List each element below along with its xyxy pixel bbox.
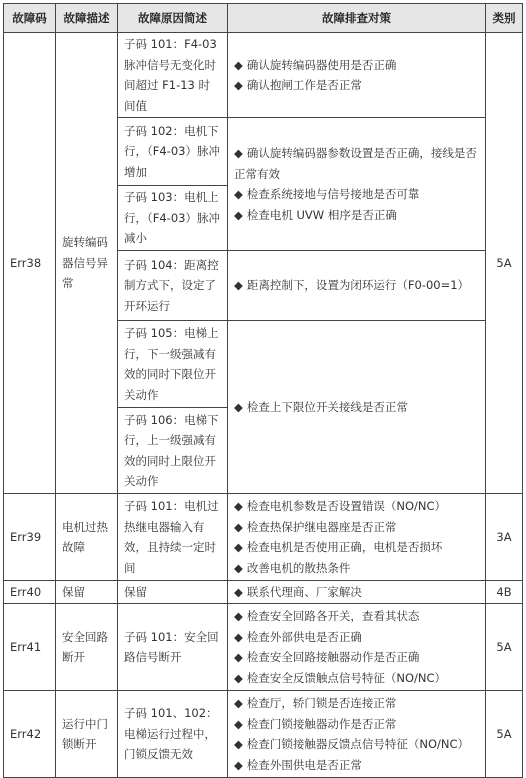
bullet-icon: ◆ <box>234 57 243 72</box>
action-item: ◆ 联系代理商、厂家解决 <box>234 584 362 599</box>
bullet-icon: ◆ <box>234 146 243 160</box>
action-item: ◆ 距离控制下，设置为闭环运行（F0-00=1） <box>234 278 470 293</box>
fault-actions <box>228 33 486 118</box>
fault-category: 5A <box>486 691 523 778</box>
fault-cause: 子码 103：电机上行，（F4-03）脉冲减小 <box>118 186 228 251</box>
action-item: ◆ 检查系统接地与信号接地是否可靠 <box>234 187 420 201</box>
fault-actions <box>228 321 486 494</box>
header-countermeasures: 故障排查对策 <box>228 4 486 33</box>
fault-category: 5A <box>486 33 523 494</box>
fault-description: 旋转编码器信号异常 <box>56 33 118 494</box>
bullet-icon: ◆ <box>234 737 243 751</box>
action-item: ◆ 检查电机参数是否设置错误（NO/NC） <box>234 499 447 513</box>
bullet-icon: ◆ <box>234 399 243 414</box>
bullet-icon: ◆ <box>234 696 243 710</box>
fault-actions <box>228 604 486 691</box>
bullet-icon: ◆ <box>234 650 243 664</box>
fault-cause: 子码 101：F4-03 脉冲信号无变化时间超过 F1-13 时间值 <box>118 33 228 118</box>
fault-code: Err39 <box>4 494 56 581</box>
fault-description: 安全回路断开 <box>56 604 118 691</box>
fault-cause: 子码 102：电机下行，（F4-03）脉冲增加 <box>118 118 228 186</box>
bullet-icon: ◆ <box>234 499 243 513</box>
fault-actions <box>228 494 486 581</box>
action-item: ◆ 检查电机 UVW 相序是否正确 <box>234 207 397 222</box>
action-item: ◆ 检查门锁接触器反馈点信号特征（NO/NC） <box>234 737 470 751</box>
table-row <box>4 33 523 118</box>
fault-actions <box>228 251 486 321</box>
fault-cause: 子码 101、102：电梯运行过程中，门锁反馈无效 <box>118 691 228 778</box>
header-cause-summary: 故障原因简述 <box>118 4 228 33</box>
bullet-icon: ◆ <box>234 609 243 623</box>
header-fault-description: 故障描述 <box>56 4 118 33</box>
fault-actions <box>228 691 486 778</box>
fault-cause: 保留 <box>118 581 228 604</box>
bullet-icon: ◆ <box>234 757 243 772</box>
bullet-icon: ◆ <box>234 519 243 534</box>
fault-table <box>3 3 523 778</box>
table-row <box>4 604 523 691</box>
bullet-icon: ◆ <box>234 670 243 685</box>
action-item: ◆ 确认旋转编码器使用是否正确 <box>234 57 397 72</box>
bullet-icon: ◆ <box>234 278 243 293</box>
bullet-icon: ◆ <box>234 207 243 222</box>
action-item: ◆ 检查厅，轿门锁是否连接正常 <box>234 696 397 710</box>
fault-cause: 子码 104：距离控制方式下，设定了开环运行 <box>118 251 228 321</box>
fault-code: Err40 <box>4 581 56 604</box>
action-item: ◆ 检查门锁接触器动作是否正常 <box>234 716 397 731</box>
bullet-icon: ◆ <box>234 187 243 201</box>
fault-code: Err42 <box>4 691 56 778</box>
fault-category: 4B <box>486 581 523 604</box>
fault-category: 3A <box>486 494 523 581</box>
header-row <box>4 4 523 33</box>
fault-cause: 子码 101：电机过热继电器输入有效，且持续一定时间 <box>118 494 228 581</box>
bullet-icon: ◆ <box>234 78 243 92</box>
fault-cause: 子码 105：电梯上行，下一级强减有效的同时下限位开关动作 <box>118 321 228 408</box>
action-item: ◆ 检查上下限位开关接线是否正常 <box>234 399 408 414</box>
bullet-icon: ◆ <box>234 584 243 599</box>
fault-cause: 子码 101：安全回路信号断开 <box>118 604 228 691</box>
fault-actions <box>228 581 486 604</box>
bullet-icon: ◆ <box>234 629 243 644</box>
header-fault-code: 故障码 <box>4 4 56 33</box>
bullet-icon: ◆ <box>234 716 243 731</box>
action-item: ◆ 确认抱闸工作是否正常 <box>234 78 362 92</box>
fault-description: 运行中门锁断开 <box>56 691 118 778</box>
action-item: ◆ 检查安全反馈触点信号特征（NO/NC） <box>234 670 447 685</box>
table-row <box>4 494 523 581</box>
action-item: ◆ 检查外部供电是否正确 <box>234 629 362 644</box>
bullet-icon: ◆ <box>234 540 243 554</box>
header-category: 类别 <box>486 4 523 33</box>
action-item: ◆ 检查电机是否使用正确，电机是否损坏 <box>234 540 443 554</box>
table-row <box>4 691 523 778</box>
action-item: ◆ 检查安全回路接触器动作是否正确 <box>234 650 420 664</box>
action-item: ◆ 检查安全回路各开关，查看其状态 <box>234 609 420 623</box>
table-row <box>4 581 523 604</box>
fault-description: 电机过热故障 <box>56 494 118 581</box>
action-item: ◆ 改善电机的散热条件 <box>234 560 351 575</box>
fault-code: Err41 <box>4 604 56 691</box>
fault-cause: 子码 106：电梯下行，上一级强减有效的同时上限位开关动作 <box>118 408 228 494</box>
fault-actions <box>228 118 486 251</box>
fault-description: 保留 <box>56 581 118 604</box>
action-item: ◆ 检查热保护继电器座是否正常 <box>234 519 397 534</box>
fault-category: 5A <box>486 604 523 691</box>
action-item: ◆ 确认旋转编码器参数设置是否正确，接线是否正常有效 <box>234 146 477 181</box>
bullet-icon: ◆ <box>234 560 243 575</box>
fault-code: Err38 <box>4 33 56 494</box>
action-item: ◆ 检查外围供电是否正常 <box>234 757 362 772</box>
